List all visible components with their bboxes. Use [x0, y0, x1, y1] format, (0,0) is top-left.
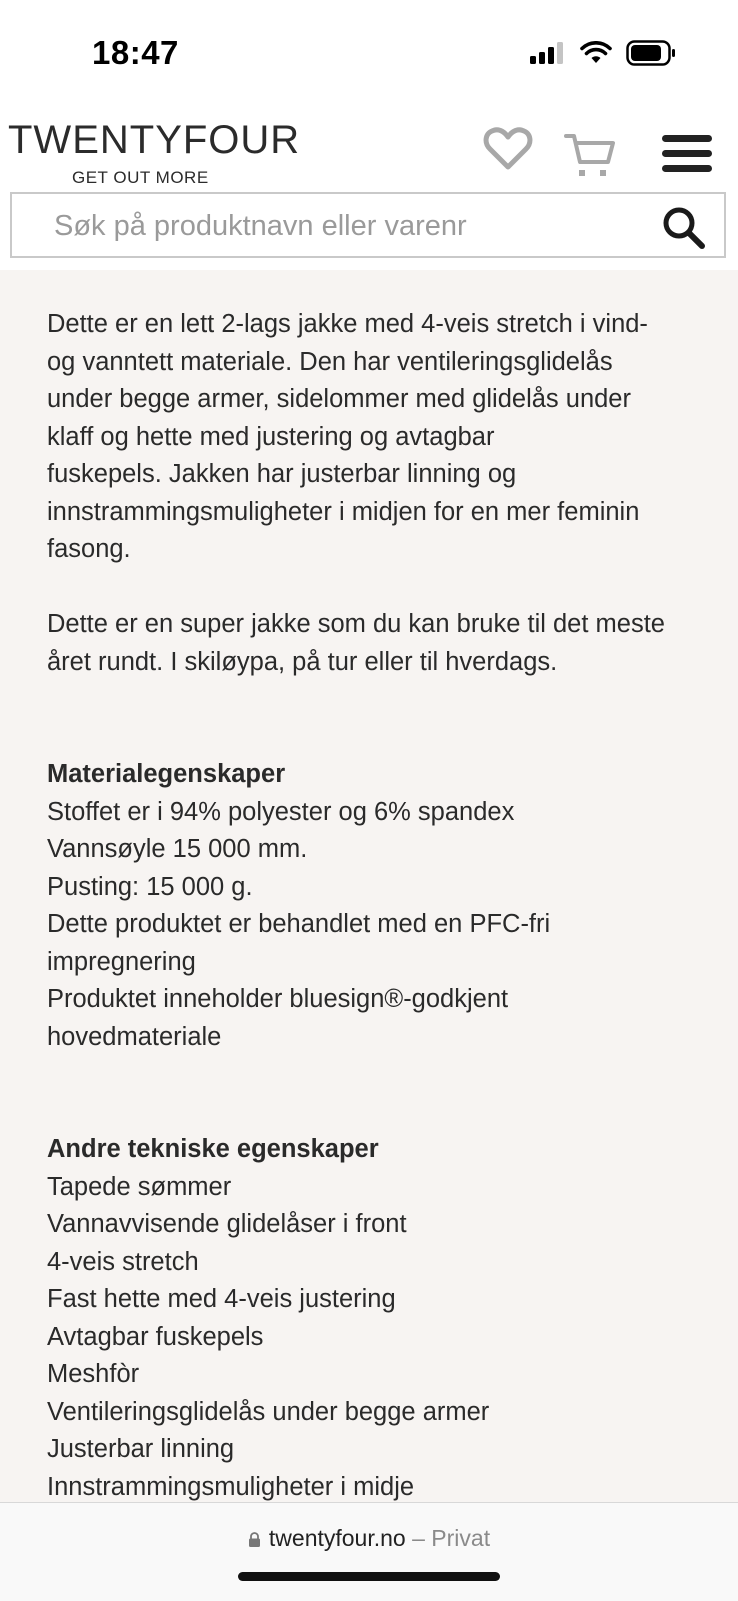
cellular-signal-icon: [530, 42, 566, 64]
lock-icon: [248, 1532, 261, 1547]
menu-button[interactable]: [660, 133, 714, 175]
search-input[interactable]: [54, 207, 634, 245]
material-heading: Materialegenskaper: [47, 760, 286, 788]
search-bar: [10, 192, 726, 258]
material-line: Vannsøyle 15 000 mm.: [47, 835, 308, 863]
search-button[interactable]: [662, 206, 706, 250]
material-section: [47, 756, 697, 1056]
cart-icon: [564, 130, 616, 182]
description-paragraph: [47, 306, 697, 569]
technical-line: Tapede sømmer: [47, 1172, 232, 1201]
text-line: og vanntett materiale. Den har ventileringsglidelås: [47, 347, 613, 376]
status-icons: [530, 40, 676, 66]
technical-heading: Andre tekniske egenskaper: [47, 1135, 379, 1163]
private-mode-label: Privat: [431, 1525, 491, 1551]
text-line: innstrammingsmuligheter i midjen for en mer feminin: [47, 497, 640, 526]
logo-wordmark: TWENTYFOUR: [8, 118, 301, 162]
text-line: under begge armer, sidelommer med glidelås under: [47, 385, 631, 413]
material-line: hovedmateriale: [47, 1022, 222, 1051]
text-line: fuskepels. Jakken har justerbar linning og: [47, 460, 517, 488]
technical-line: Meshfòr: [47, 1360, 140, 1388]
text-line: året rundt. I skiløypa, på tur eller til hverdags.: [47, 647, 558, 676]
material-line: Stoffet er i 94% polyester og 6% spandex: [47, 797, 515, 826]
material-line: Produktet inneholder bluesign®-godkjent: [47, 985, 509, 1013]
search-icon: [662, 206, 706, 250]
technical-line: Justerbar linning: [47, 1435, 235, 1463]
heart-icon: [483, 126, 533, 172]
technical-line: Fast hette med 4-veis justering: [47, 1285, 396, 1313]
text-line: fasong.: [47, 535, 131, 563]
technical-line: Ventileringsglidelås under begge armer: [47, 1397, 490, 1426]
wishlist-button[interactable]: [483, 126, 533, 172]
status-bar: [0, 0, 738, 100]
technical-line: Avtagbar fuskepels: [47, 1322, 264, 1351]
hamburger-menu-icon: [660, 133, 714, 175]
logo-tagline: GET OUT MORE: [72, 168, 209, 187]
status-time: 18:47: [92, 34, 179, 71]
technical-line: 4-veis stretch: [47, 1247, 199, 1276]
url-display[interactable]: [0, 1525, 738, 1552]
material-line: Dette produktet er behandlet med en PFC-fri: [47, 910, 551, 938]
text-line: Dette er en lett 2-lags jakke med 4-veis stretch i vind-: [47, 310, 648, 338]
text-line: klaff og hette med justering og avtagbar: [47, 422, 495, 451]
wifi-icon: [580, 41, 612, 65]
material-line: Pusting: 15 000 g.: [47, 872, 253, 901]
cart-button[interactable]: [564, 130, 616, 182]
text-line: Dette er en super jakke som du kan bruke til det meste: [47, 610, 665, 638]
technical-line: Innstrammingsmuligheter i midje: [47, 1472, 415, 1501]
product-description: [0, 270, 738, 1502]
battery-icon: [626, 40, 676, 66]
brand-logo[interactable]: [8, 118, 301, 190]
url-separator: –: [412, 1525, 425, 1551]
description-paragraph: [47, 606, 697, 681]
browser-url-bar[interactable]: [0, 1502, 738, 1601]
material-line: impregnering: [47, 947, 196, 976]
home-indicator[interactable]: [238, 1572, 500, 1581]
technical-line: Vannavvisende glidelåser i front: [47, 1210, 407, 1238]
url-domain: twentyfour.no: [268, 1525, 406, 1551]
technical-section: [47, 1131, 697, 1502]
